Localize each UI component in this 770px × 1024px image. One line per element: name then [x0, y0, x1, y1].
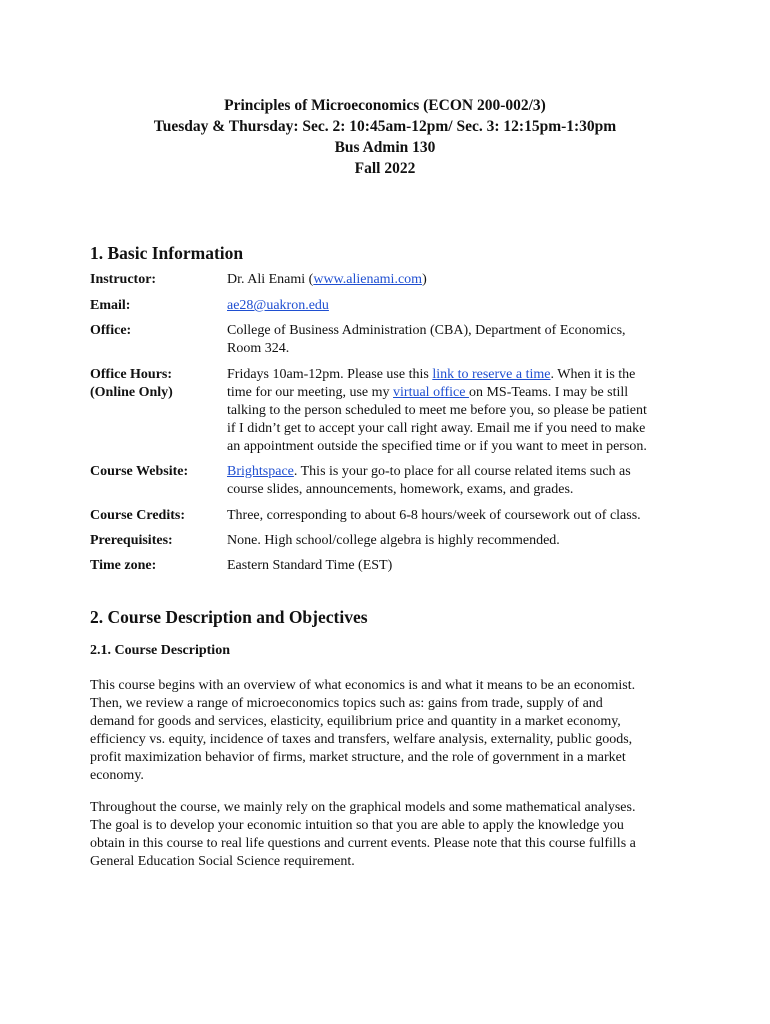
- section-heading-basic-information: 1. Basic Information: [90, 243, 244, 263]
- office-hours-label-line-2: (Online Only): [90, 385, 173, 400]
- paragraph-line: Then, we review a range of microeconomics topics such as: gains from trade, supply of and: [90, 696, 603, 711]
- office-value: [227, 322, 687, 358]
- paragraph-line: economy.: [90, 768, 144, 783]
- email-value: [227, 297, 687, 315]
- course-website-line-1-rest: . This is your go-to place for all course related items such as: [293, 464, 631, 479]
- office-hours-label-line-1: Office Hours:: [90, 367, 173, 382]
- instructor-website-link[interactable]: www.alienami.com: [313, 272, 423, 287]
- paragraph-line: obtain in this course to real life questions and current events. Please note that this course fulfills a: [90, 836, 636, 851]
- sub-heading-course-description: 2.1. Course Description: [90, 643, 230, 658]
- course-website-line-1: [227, 463, 687, 481]
- email-link[interactable]: ae28@uakron.edu: [227, 298, 329, 313]
- course-website-value: [227, 463, 687, 499]
- office-hours-line-1: [227, 366, 687, 384]
- instructor-name-closing: ): [422, 272, 427, 287]
- course-website-line-2: course slides, announcements, homework, exams, and grades.: [227, 482, 574, 497]
- prerequisites-value: None. High school/college algebra is highly recommended.: [227, 533, 560, 548]
- paragraph-line: Throughout the course, we mainly rely on the graphical models and some mathematical analyses.: [90, 800, 636, 815]
- office-hours-line-5: an appointment outside the specified time or if you want to meet in person.: [227, 439, 647, 454]
- instructor-name-line: [227, 271, 687, 289]
- office-hours-line-4: if I didn’t get to accept your call right away. Email me if you need to make: [227, 421, 646, 436]
- paragraph-line: This course begins with an overview of what economics is and what it means to be an economist.: [90, 678, 636, 693]
- paragraph-line: The goal is to develop your economic intuition so that you are able to apply the knowledge you: [90, 818, 624, 833]
- instructor-label: Instructor:: [90, 272, 157, 287]
- brightspace-link[interactable]: Brightspace: [227, 464, 294, 479]
- reserve-time-link[interactable]: link to reserve a time: [432, 367, 551, 382]
- office-label: Office:: [90, 323, 132, 338]
- office-hours-value: [227, 366, 687, 456]
- office-line-1: College of Business Administration (CBA), Department of Economics,: [227, 323, 626, 338]
- course-schedule: Tuesday & Thursday: Sec. 2: 10:45am-12pm/ Sec. 3: 12:15pm-1:30pm: [153, 118, 617, 135]
- office-line-2: Room 324.: [227, 341, 290, 356]
- course-credits-value: Three, corresponding to about 6-8 hours/week of coursework out of class.: [227, 508, 641, 523]
- time-zone-label: Time zone:: [90, 558, 157, 573]
- paragraph-line: General Education Social Science requirement.: [90, 854, 355, 869]
- office-hours-line-2-text: time for our meeting, use my: [227, 385, 394, 400]
- prerequisites-label: Prerequisites:: [90, 533, 173, 548]
- paragraph-line: demand for goods and services, elasticity, equilibrium price and quantity in a market economy,: [90, 714, 621, 729]
- instructor-value: [227, 271, 687, 289]
- course-room: Bus Admin 130: [334, 139, 436, 156]
- course-description-paragraph-2: [90, 799, 690, 871]
- course-website-label: Course Website:: [90, 464, 189, 479]
- course-term: Fall 2022: [354, 160, 416, 177]
- paragraph-line: profit maximization behavior of firms, market structure, and the role of government in a market: [90, 750, 626, 765]
- office-hours-line-1-rest: . When it is the: [550, 367, 636, 382]
- course-description-paragraph-1: [90, 677, 690, 785]
- document-title-block: [0, 95, 770, 179]
- email-label: Email:: [90, 298, 131, 313]
- paragraph-line: efficiency vs. equity, incidence of taxes and transfers, welfare analysis, externality, public goods,: [90, 732, 633, 747]
- course-credits-label: Course Credits:: [90, 508, 186, 523]
- instructor-name-text: Dr. Ali Enami (: [227, 272, 314, 287]
- time-zone-value: Eastern Standard Time (EST): [227, 558, 393, 573]
- office-hours-line-2-rest: on MS-Teams. I may be still: [468, 385, 629, 400]
- virtual-office-link[interactable]: virtual office: [393, 385, 469, 400]
- office-hours-line-1-text: Fridays 10am-12pm. Please use this: [227, 367, 433, 382]
- office-hours-label: [90, 366, 225, 402]
- course-title: Principles of Microeconomics (ECON 200-002/3): [224, 97, 546, 114]
- office-hours-line-3: talking to the person scheduled to meet me before you, so please be patient: [227, 403, 647, 418]
- office-hours-line-2: [227, 384, 687, 402]
- section-heading-course-description: 2. Course Description and Objectives: [90, 607, 368, 627]
